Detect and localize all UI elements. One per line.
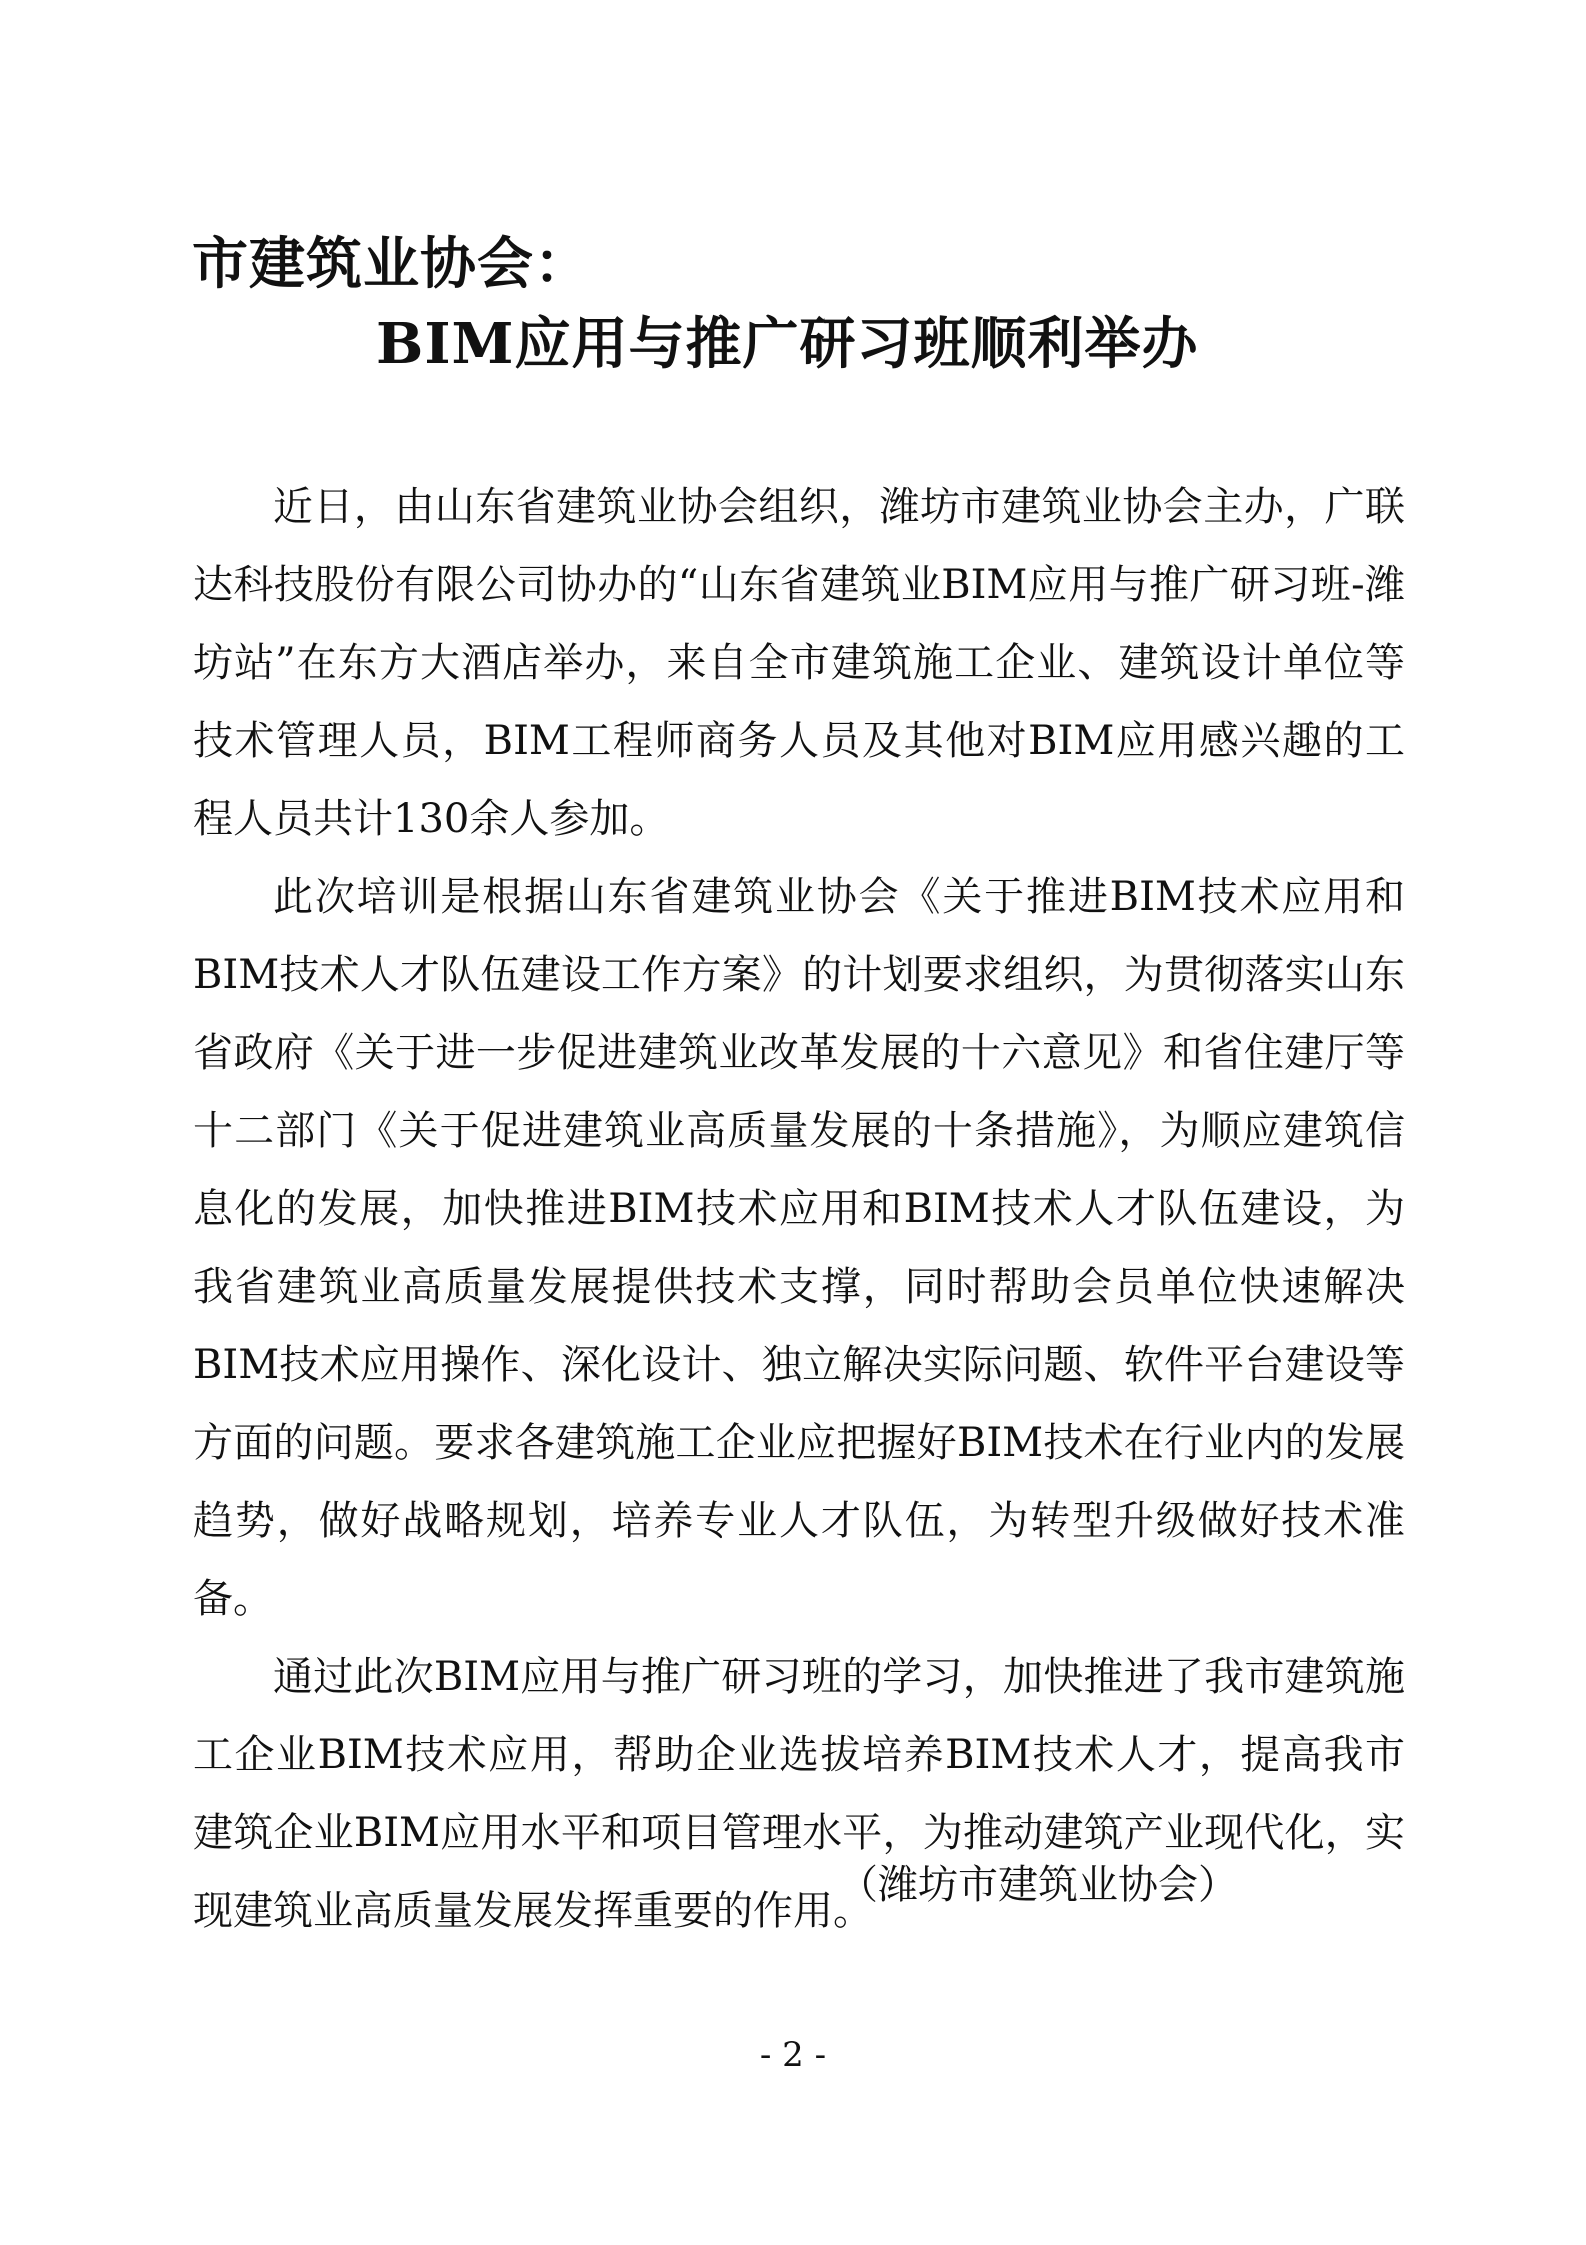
article-title-line-1: 市建筑业协会： <box>192 231 591 297</box>
paragraph-2: 此次培训是根据山东省建筑业协会《关于推进BIM技术应用和BIM技术人才队伍建设工作方案》的计划要求组织，为贯彻落实山东省政府《关于进一步促进建筑业改革发展的十六意见》和省住建厅等十二部门《关于促进建筑业高质量发展的十条措施》，为顺应建筑信息化的发展，加快推进BIM技术应用和BIM技术人才队伍建设，为我省建筑业高质量发展提供技术支撑，同时帮助会员单位快速解决BIM技术应用操作、深化设计、独立解决实际问题、软件平台建设等方面的问题。要求各建筑施工企业应把握好BIM技术在行业内的发展趋势，做好战略规划，培养专业人才队伍，为转型升级做好技术准备。 <box>193 874 1405 1622</box>
paragraph-3: 通过此次BIM应用与推广研习班的学习，加快推进了我市建筑施工企业BIM技术应用，帮助企业选拔培养BIM技术人才，提高我市建筑企业BIM应用水平和项目管理水平，为推动建筑产业现代化，实现建筑业高质量发展发挥重要的作用。 <box>193 1654 1405 1934</box>
article-title-line-2: BIM应用与推广研习班顺利举办 <box>376 311 1199 377</box>
signature: （潍坊市建筑业协会） <box>838 1862 1238 1908</box>
article-body <box>193 468 1405 1950</box>
paragraph-1: 近日，由山东省建筑业协会组织，潍坊市建筑业协会主办，广联达科技股份有限公司协办的“山东省建筑业BIM应用与推广研习班-潍坊站”在东方大酒店举办，来自全市建筑施工企业、建筑设计单位等技术管理人员，BIM工程师商务人员及其他对BIM应用感兴趣的工程人员共计130余人参加。 <box>193 484 1405 842</box>
page-number: - 2 - <box>759 2035 827 2075</box>
